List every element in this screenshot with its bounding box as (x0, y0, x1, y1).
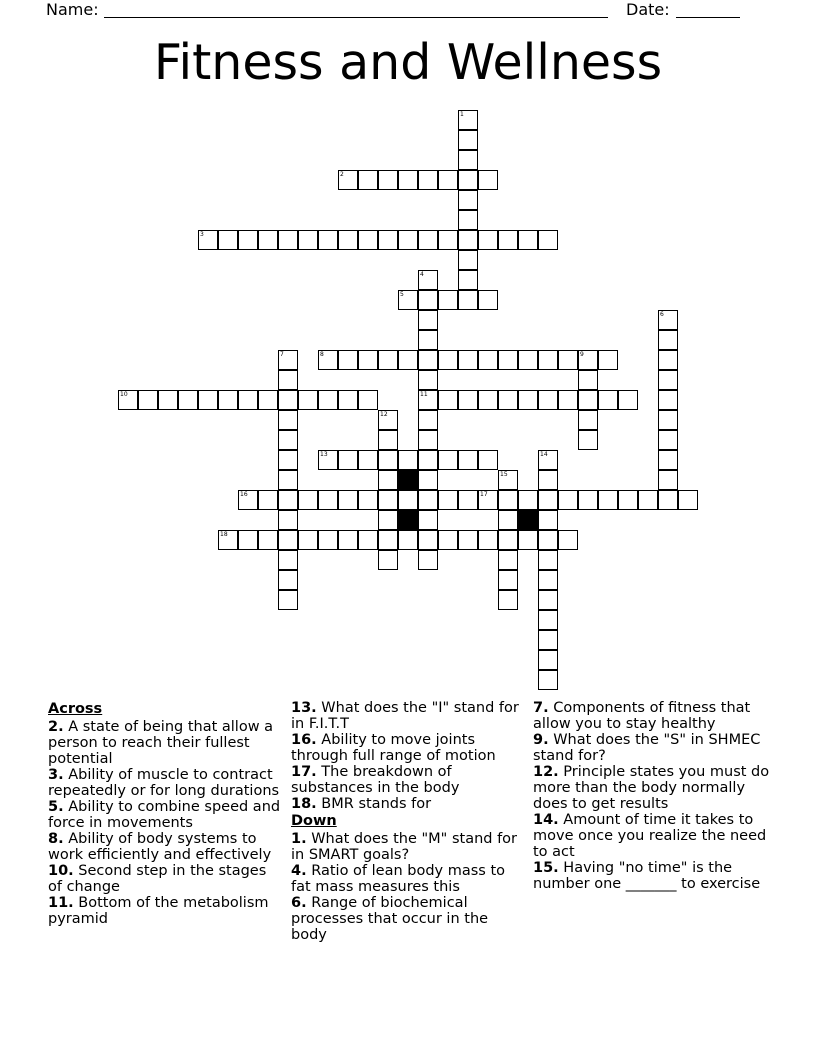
grid-cell[interactable] (658, 330, 678, 350)
grid-cell[interactable] (338, 390, 358, 410)
grid-cell[interactable] (498, 350, 518, 370)
cell-number: 1 (460, 111, 464, 118)
grid-cell[interactable] (458, 130, 478, 150)
grid-cell[interactable] (438, 350, 458, 370)
clue-number: 6. (291, 895, 307, 911)
grid-cell[interactable] (478, 390, 498, 410)
grid-cell[interactable] (218, 390, 238, 410)
grid-cell[interactable] (658, 490, 678, 510)
clue-number: 18. (291, 796, 317, 812)
grid-cell[interactable] (458, 150, 478, 170)
clues-column-2 (291, 700, 527, 943)
grid-cell[interactable] (558, 530, 578, 550)
grid-cell[interactable] (518, 390, 538, 410)
grid-cell[interactable] (418, 350, 438, 370)
grid-cell[interactable] (498, 570, 518, 590)
grid-cell[interactable] (678, 490, 698, 510)
across-heading: Across (48, 701, 103, 717)
grid-cell[interactable] (358, 390, 378, 410)
grid-cell[interactable] (418, 550, 438, 570)
grid-cell[interactable] (278, 510, 298, 530)
grid-cell[interactable] (198, 230, 218, 250)
grid-cell[interactable] (578, 390, 598, 410)
clue-number: 3. (48, 767, 64, 783)
grid-cell[interactable] (378, 350, 398, 370)
grid-cell[interactable] (318, 530, 338, 550)
grid-cell[interactable] (478, 290, 498, 310)
cell-number: 13 (320, 451, 328, 458)
date-field[interactable] (676, 17, 740, 18)
clue-number: 13. (291, 700, 317, 716)
grid-cell[interactable] (478, 350, 498, 370)
grid-cell[interactable] (478, 490, 498, 510)
grid-cell[interactable] (498, 470, 518, 490)
clues-column-3 (533, 700, 773, 892)
grid-cell[interactable] (278, 230, 298, 250)
grid-cell[interactable] (358, 490, 378, 510)
cell-number: 14 (540, 451, 548, 458)
grid-cell[interactable] (438, 530, 458, 550)
grid-cell[interactable] (458, 530, 478, 550)
grid-cell[interactable] (378, 450, 398, 470)
cell-number: 2 (340, 171, 344, 178)
date-label: Date: (626, 0, 670, 19)
grid-cell[interactable] (598, 350, 618, 370)
grid-cell[interactable] (498, 390, 518, 410)
grid-cell[interactable] (338, 450, 358, 470)
grid-cell[interactable] (438, 450, 458, 470)
cell-number: 15 (500, 471, 508, 478)
grid-cell[interactable] (378, 550, 398, 570)
clue-number: 12. (533, 764, 559, 780)
clue-across-11 (48, 895, 284, 927)
clue-down-15 (533, 860, 773, 892)
grid-cell[interactable] (558, 350, 578, 370)
cell-number: 10 (120, 391, 128, 398)
grid-cell[interactable] (418, 270, 438, 290)
grid-cell[interactable] (278, 370, 298, 390)
grid-cell[interactable] (338, 230, 358, 250)
grid-cell[interactable] (518, 490, 538, 510)
grid-cell[interactable] (418, 430, 438, 450)
grid-cell[interactable] (458, 270, 478, 290)
clue-text: Ability of muscle to contract repeatedly or for long durations (48, 767, 280, 799)
grid-cell[interactable] (458, 170, 478, 190)
grid-cell[interactable] (538, 350, 558, 370)
grid-cell[interactable] (538, 590, 558, 610)
grid-cell[interactable] (458, 390, 478, 410)
grid-cell[interactable] (258, 490, 278, 510)
grid-cell[interactable] (318, 490, 338, 510)
grid-cell[interactable] (258, 530, 278, 550)
grid-cell[interactable] (418, 310, 438, 330)
clue-across-3 (48, 767, 284, 799)
grid-cell[interactable] (658, 370, 678, 390)
cell-number: 5 (400, 291, 404, 298)
grid-cell[interactable] (458, 110, 478, 130)
clue-across-2 (48, 719, 284, 767)
grid-cell[interactable] (378, 530, 398, 550)
clue-number: 1. (291, 831, 307, 847)
grid-cell[interactable] (498, 530, 518, 550)
grid-cell[interactable] (658, 450, 678, 470)
clue-number: 17. (291, 764, 317, 780)
cell-number: 3 (200, 231, 204, 238)
grid-cell[interactable] (578, 350, 598, 370)
grid-cell[interactable] (538, 390, 558, 410)
grid-cell[interactable] (538, 650, 558, 670)
grid-cell[interactable] (278, 470, 298, 490)
grid-cell[interactable] (438, 390, 458, 410)
grid-cell[interactable] (418, 530, 438, 550)
grid-cell[interactable] (658, 350, 678, 370)
clues-column-1 (48, 700, 284, 927)
grid-cell[interactable] (258, 230, 278, 250)
grid-cell[interactable] (318, 350, 338, 370)
clue-text: Ability to move joints through full range of motion (291, 732, 496, 764)
grid-cell[interactable] (418, 470, 438, 490)
clue-down-1 (291, 831, 527, 863)
cell-number: 18 (220, 531, 228, 538)
clue-number: 10. (48, 863, 74, 879)
grid-cell[interactable] (358, 230, 378, 250)
cell-number: 6 (660, 311, 664, 318)
grid-cell[interactable] (418, 410, 438, 430)
clue-across-8 (48, 831, 284, 863)
grid-cell[interactable] (358, 530, 378, 550)
clue-number: 9. (533, 732, 549, 748)
grid-cell[interactable] (358, 170, 378, 190)
grid-cell[interactable] (278, 490, 298, 510)
grid-cell[interactable] (598, 390, 618, 410)
grid-cell[interactable] (358, 450, 378, 470)
grid-cell[interactable] (418, 330, 438, 350)
grid-cell[interactable] (458, 290, 478, 310)
grid-cell[interactable] (418, 510, 438, 530)
grid-cell[interactable] (278, 550, 298, 570)
clue-text: What does the "S" in SHMEC stand for? (533, 732, 761, 764)
grid-cell[interactable] (478, 170, 498, 190)
black-cell (518, 510, 538, 530)
grid-cell[interactable] (158, 390, 178, 410)
clue-down-14 (533, 812, 773, 860)
grid-cell[interactable] (538, 530, 558, 550)
cell-number: 16 (240, 491, 248, 498)
grid-cell[interactable] (338, 490, 358, 510)
clue-text: The breakdown of substances in the body (291, 764, 460, 796)
clue-number: 11. (48, 895, 74, 911)
grid-cell[interactable] (178, 390, 198, 410)
down-heading: Down (291, 813, 337, 829)
cell-number: 8 (320, 351, 324, 358)
grid-cell[interactable] (418, 170, 438, 190)
grid-cell[interactable] (578, 370, 598, 390)
clue-text: Second step in the stages of change (48, 863, 267, 895)
clue-across-17 (291, 764, 527, 796)
grid-cell[interactable] (278, 350, 298, 370)
grid-cell[interactable] (318, 390, 338, 410)
grid-cell[interactable] (338, 350, 358, 370)
clue-text: Ratio of lean body mass to fat mass measures this (291, 863, 506, 895)
black-cell (398, 470, 418, 490)
grid-cell[interactable] (338, 170, 358, 190)
grid-cell[interactable] (198, 390, 218, 410)
grid-cell[interactable] (318, 230, 338, 250)
page-title: Fitness and Wellness (153, 34, 663, 91)
clue-text: BMR stands for (321, 796, 432, 812)
clue-across-16 (291, 732, 527, 764)
cell-number: 12 (380, 411, 388, 418)
cell-number: 9 (580, 351, 584, 358)
clue-down-12 (533, 764, 773, 812)
grid-cell[interactable] (538, 510, 558, 530)
grid-cell[interactable] (238, 490, 258, 510)
grid-cell[interactable] (278, 410, 298, 430)
grid-cell[interactable] (518, 230, 538, 250)
grid-cell[interactable] (578, 490, 598, 510)
clue-number: 15. (533, 860, 559, 876)
clue-across-13 (291, 700, 527, 732)
grid-cell[interactable] (618, 390, 638, 410)
grid-cell[interactable] (398, 450, 418, 470)
clue-number: 5. (48, 799, 64, 815)
clue-number: 7. (533, 700, 549, 716)
grid-cell[interactable] (358, 350, 378, 370)
grid-cell[interactable] (278, 450, 298, 470)
clue-text: Ability of body systems to work efficiently and effectively (48, 831, 272, 863)
grid-cell[interactable] (238, 530, 258, 550)
grid-cell[interactable] (538, 450, 558, 470)
grid-cell[interactable] (378, 410, 398, 430)
grid-cell[interactable] (338, 530, 358, 550)
clue-text: Bottom of the metabolism pyramid (48, 895, 269, 927)
name-field[interactable] (104, 17, 608, 18)
grid-cell[interactable] (398, 230, 418, 250)
grid-cell[interactable] (538, 570, 558, 590)
grid-cell[interactable] (578, 410, 598, 430)
grid-cell[interactable] (498, 230, 518, 250)
grid-cell[interactable] (458, 190, 478, 210)
grid-cell[interactable] (478, 230, 498, 250)
grid-cell[interactable] (418, 450, 438, 470)
grid-cell[interactable] (438, 170, 458, 190)
header (0, 0, 816, 22)
cell-number: 4 (420, 271, 424, 278)
clue-text: A state of being that allow a person to reach their fullest potential (48, 719, 274, 767)
clue-text: Having "no time" is the number one _______ to exercise (533, 860, 761, 892)
clue-number: 4. (291, 863, 307, 879)
grid-cell[interactable] (398, 350, 418, 370)
grid-cell[interactable] (218, 230, 238, 250)
grid-cell[interactable] (538, 670, 558, 690)
grid-cell[interactable] (418, 390, 438, 410)
grid-cell[interactable] (478, 450, 498, 470)
grid-cell[interactable] (318, 450, 338, 470)
grid-cell[interactable] (378, 490, 398, 510)
grid-cell[interactable] (418, 230, 438, 250)
grid-cell[interactable] (138, 390, 158, 410)
clue-across-5 (48, 799, 284, 831)
grid-cell[interactable] (418, 490, 438, 510)
grid-cell[interactable] (418, 370, 438, 390)
grid-cell[interactable] (118, 390, 138, 410)
grid-cell[interactable] (498, 550, 518, 570)
grid-cell[interactable] (458, 490, 478, 510)
grid-cell[interactable] (298, 490, 318, 510)
grid-cell[interactable] (538, 490, 558, 510)
grid-cell[interactable] (378, 470, 398, 490)
name-label: Name: (46, 0, 99, 19)
grid-cell[interactable] (238, 230, 258, 250)
grid-cell[interactable] (458, 250, 478, 270)
grid-cell[interactable] (278, 530, 298, 550)
grid-cell[interactable] (458, 450, 478, 470)
grid-cell[interactable] (658, 470, 678, 490)
grid-cell[interactable] (458, 350, 478, 370)
clue-number: 14. (533, 812, 559, 828)
clue-number: 16. (291, 732, 317, 748)
grid-cell[interactable] (398, 490, 418, 510)
clue-text: What does the "M" stand for in SMART goals? (291, 831, 518, 863)
clue-down-4 (291, 863, 527, 895)
grid-cell[interactable] (298, 230, 318, 250)
grid-cell[interactable] (658, 410, 678, 430)
grid-cell[interactable] (278, 430, 298, 450)
grid-cell[interactable] (498, 510, 518, 530)
clue-text: Range of biochemical processes that occur in the body (291, 895, 489, 943)
grid-cell[interactable] (278, 390, 298, 410)
grid-cell[interactable] (298, 390, 318, 410)
grid-cell[interactable] (578, 430, 598, 450)
clue-text: What does the "I" stand for in F.I.T.T (291, 700, 519, 732)
grid-cell[interactable] (398, 530, 418, 550)
grid-cell[interactable] (558, 490, 578, 510)
grid-cell[interactable] (598, 490, 618, 510)
clue-down-9 (533, 732, 773, 764)
grid-cell[interactable] (458, 210, 478, 230)
clue-text: Principle states you must do more than the body normally does to get results (533, 764, 770, 812)
clue-across-10 (48, 863, 284, 895)
grid-cell[interactable] (378, 430, 398, 450)
clue-number: 8. (48, 831, 64, 847)
clue-text: Amount of time it takes to move once you realize the need to act (533, 812, 767, 860)
grid-cell[interactable] (558, 390, 578, 410)
grid-cell[interactable] (518, 350, 538, 370)
grid-cell[interactable] (258, 390, 278, 410)
grid-cell[interactable] (658, 390, 678, 410)
grid-cell[interactable] (618, 490, 638, 510)
grid-cell[interactable] (238, 390, 258, 410)
grid-cell[interactable] (538, 470, 558, 490)
grid-cell[interactable] (278, 570, 298, 590)
grid-cell[interactable] (498, 490, 518, 510)
grid-cell[interactable] (538, 630, 558, 650)
cell-number: 7 (280, 351, 284, 358)
grid-cell[interactable] (438, 230, 458, 250)
grid-cell[interactable] (538, 550, 558, 570)
clue-down-6 (291, 895, 527, 943)
grid-cell[interactable] (438, 290, 458, 310)
cell-number: 11 (420, 391, 428, 398)
grid-cell[interactable] (638, 490, 658, 510)
clue-text: Components of fitness that allow you to stay healthy (533, 700, 751, 732)
grid-cell[interactable] (418, 290, 438, 310)
grid-cell[interactable] (518, 530, 538, 550)
grid-cell[interactable] (658, 310, 678, 330)
grid-cell[interactable] (398, 290, 418, 310)
clue-number: 2. (48, 719, 64, 735)
grid-cell[interactable] (218, 530, 238, 550)
grid-cell[interactable] (378, 170, 398, 190)
grid-cell[interactable] (438, 490, 458, 510)
clue-text: Ability to combine speed and force in movements (48, 799, 281, 831)
grid-cell[interactable] (498, 590, 518, 610)
grid-cell[interactable] (658, 430, 678, 450)
grid-cell[interactable] (298, 530, 318, 550)
grid-cell[interactable] (378, 510, 398, 530)
grid-cell[interactable] (398, 170, 418, 190)
grid-cell[interactable] (458, 230, 478, 250)
grid-cell[interactable] (478, 530, 498, 550)
grid-cell[interactable] (378, 230, 398, 250)
clue-down-7 (533, 700, 773, 732)
black-cell (398, 510, 418, 530)
cell-number: 17 (480, 491, 488, 498)
clue-across-18 (291, 796, 527, 812)
grid-cell[interactable] (278, 590, 298, 610)
grid-cell[interactable] (538, 610, 558, 630)
grid-cell[interactable] (538, 230, 558, 250)
